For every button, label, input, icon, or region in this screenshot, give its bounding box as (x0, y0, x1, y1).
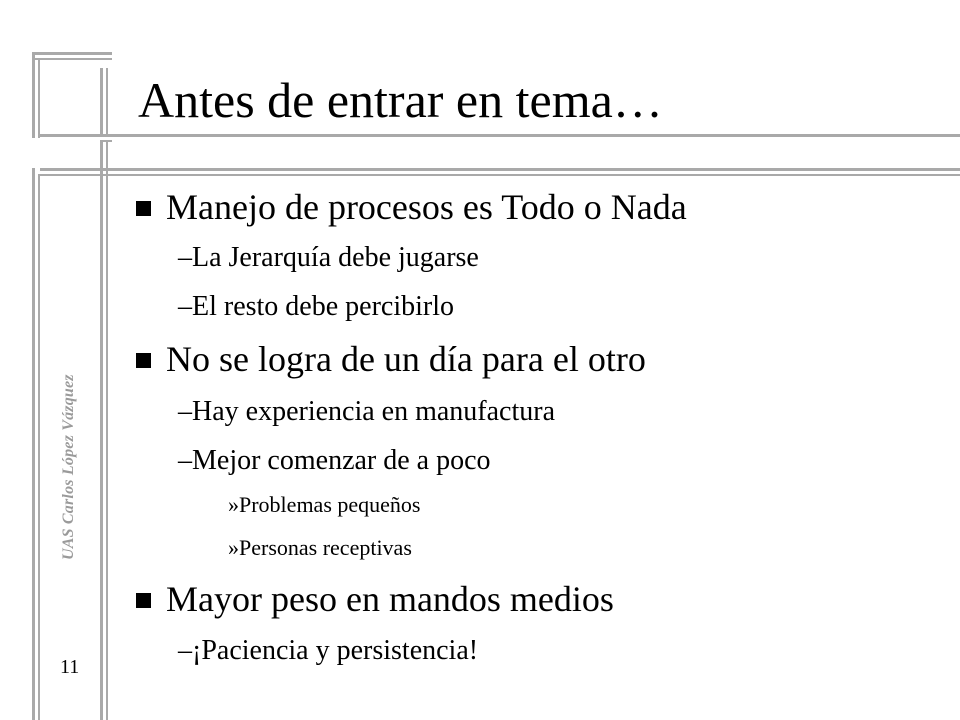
bullet-item-1: Manejo de procesos es Todo o Nada (166, 187, 687, 227)
dash-marker: – (178, 396, 192, 427)
sub-sub-item-text: Personas receptivas (239, 535, 412, 560)
dash-marker: – (178, 291, 192, 322)
sub-item-text: El resto debe percibirlo (192, 291, 455, 322)
dash-marker: – (178, 242, 192, 273)
bullet-item-3: Mayor peso en mandos medios (166, 579, 614, 619)
bullet-item-2: No se logra de un día para el otro (166, 339, 646, 379)
sub-item-text: La Jerarquía debe jugarse (192, 242, 479, 273)
guillemet-marker: » (228, 535, 239, 560)
sub-item (178, 290, 454, 324)
square-bullet-icon (136, 353, 151, 368)
square-bullet-icon (136, 201, 151, 216)
sub-item (178, 634, 478, 668)
dash-marker: – (178, 635, 192, 666)
square-bullet-icon (136, 593, 151, 608)
sub-item (178, 395, 555, 429)
sub-item-text: Mejor comenzar de a poco (192, 445, 491, 476)
slide-title: Antes de entrar en tema… (138, 72, 663, 128)
sub-sub-item-text: Problemas pequeños (239, 492, 421, 517)
sub-sub-item (228, 534, 412, 562)
sub-item (178, 241, 479, 275)
sub-item (178, 444, 491, 478)
guillemet-marker: » (228, 492, 239, 517)
page-number: 11 (60, 656, 80, 678)
sub-sub-item (228, 491, 420, 519)
sub-item-text: Hay experiencia en manufactura (192, 396, 556, 427)
sub-item-text: ¡Paciencia y persistencia! (192, 635, 479, 666)
dash-marker: – (178, 445, 192, 476)
author-side-text: UAS Carlos López Vázquez (60, 374, 77, 560)
